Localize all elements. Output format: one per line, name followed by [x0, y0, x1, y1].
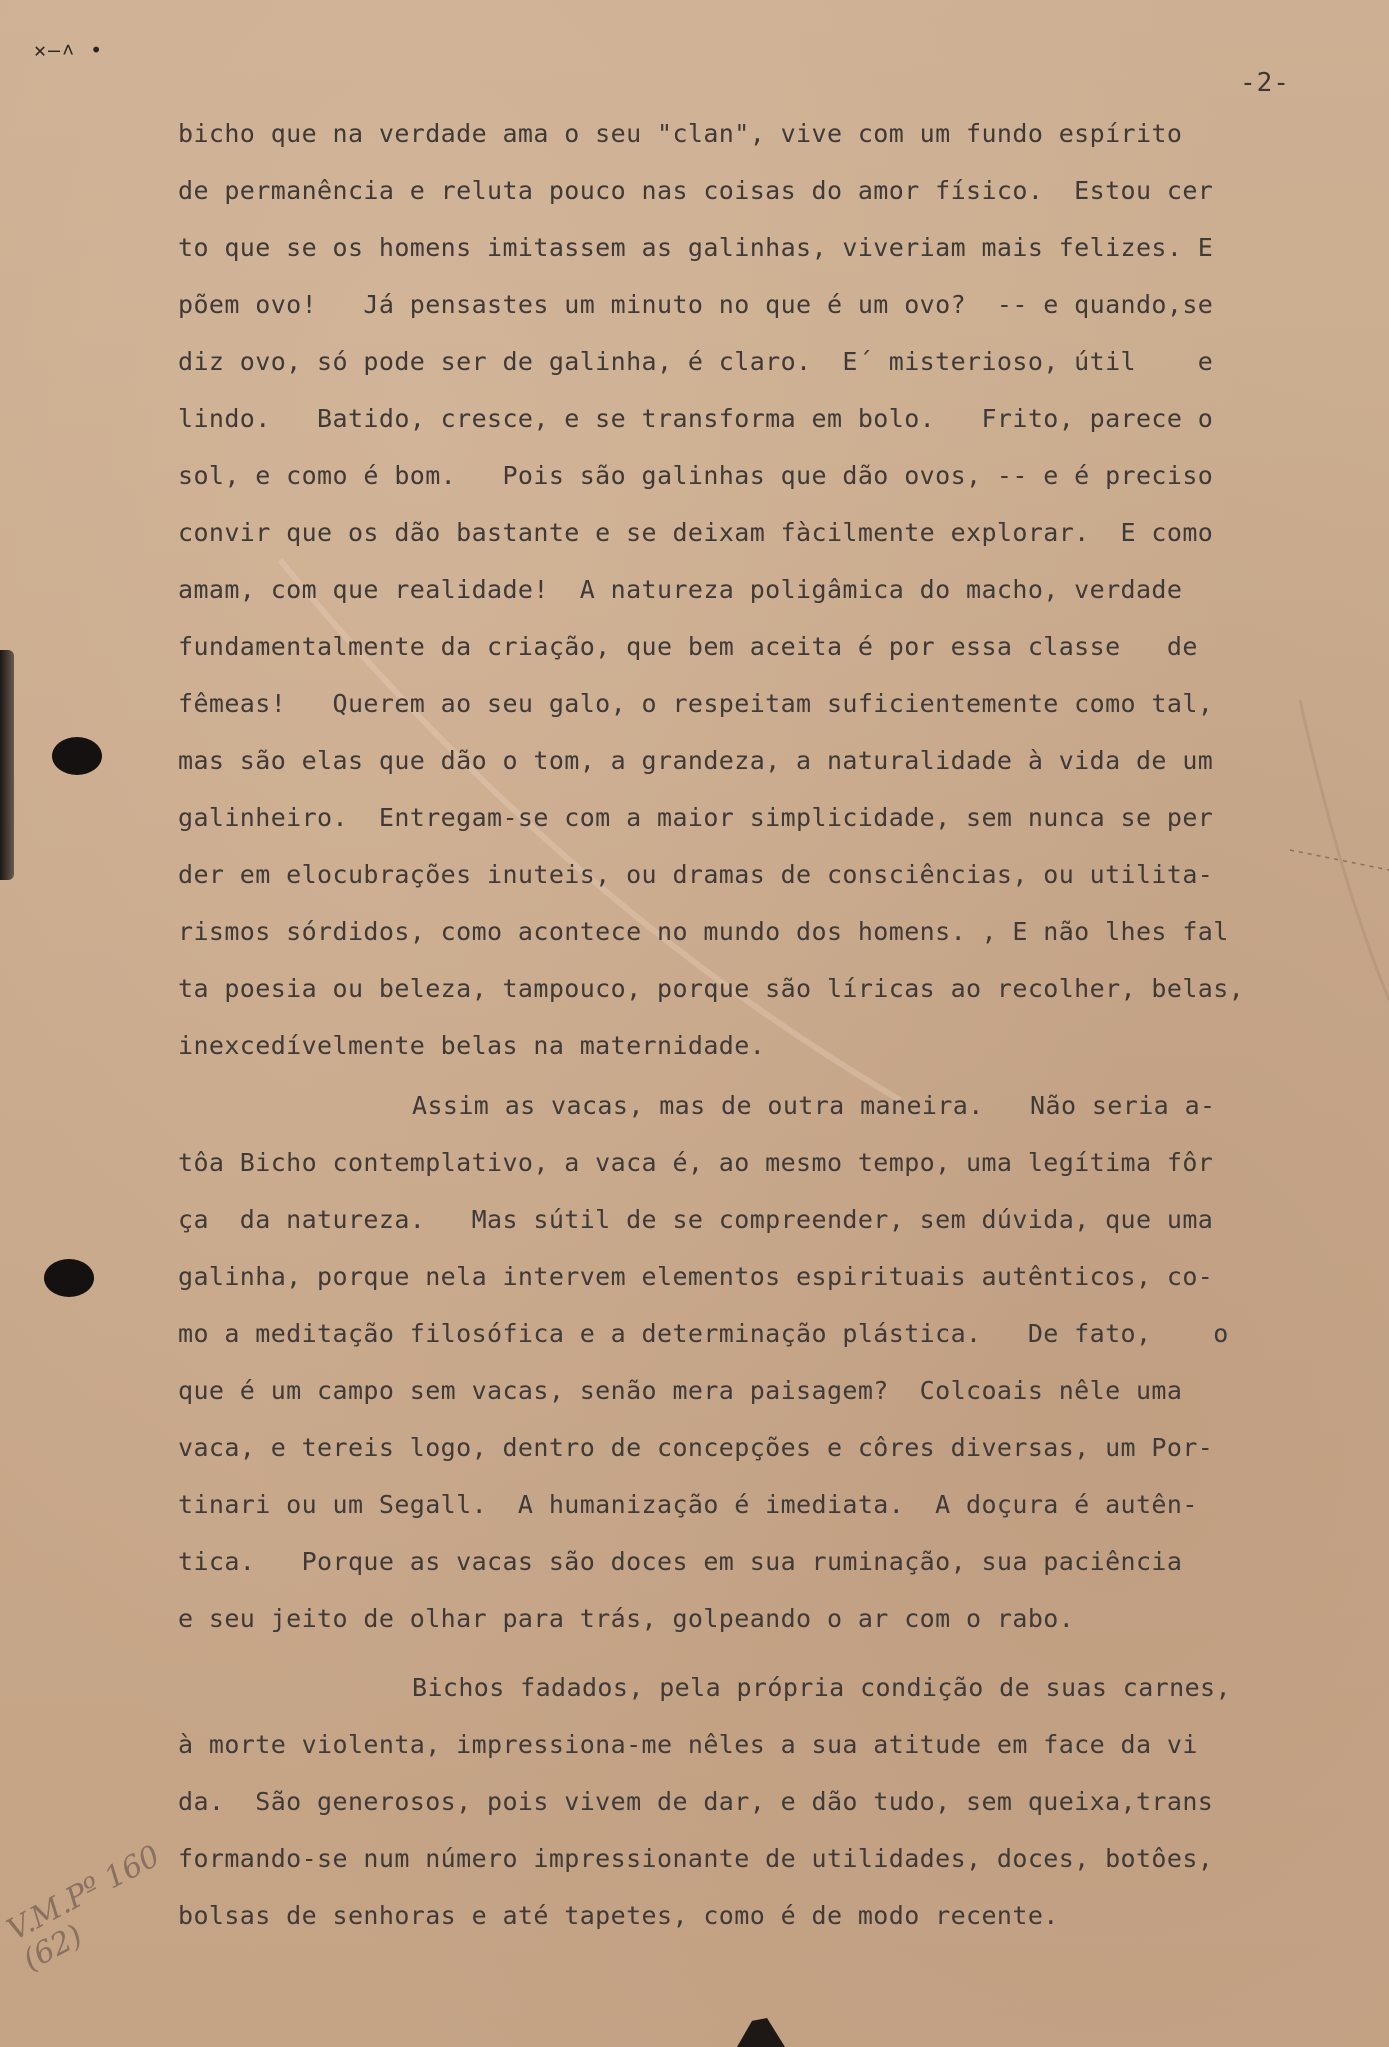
- left-edge-tear: [0, 650, 14, 880]
- page-number: -2-: [1240, 68, 1290, 98]
- text-line: sol, e como é bom. Pois são galinhas que dão ovos, -- e é preciso: [178, 461, 1214, 490]
- text-line: rismos sórdidos, como acontece no mundo dos homens. , E não lhes fal: [178, 917, 1229, 946]
- text-line: fêmeas! Querem ao seu galo, o respeitam suficientemente como tal,: [178, 689, 1214, 718]
- text-line: da. São generosos, pois vivem de dar, e dão tudo, sem queixa,trans: [178, 1787, 1214, 1816]
- text-line: vaca, e tereis logo, dentro de concepções e côres diversas, um Por-: [178, 1433, 1214, 1462]
- text-line: tica. Porque as vacas são doces em sua ruminação, sua paciência: [178, 1547, 1183, 1576]
- punch-hole-upper: [52, 737, 102, 775]
- text-line: e seu jeito de olhar para trás, golpeando o ar com o rabo.: [178, 1604, 1075, 1633]
- text-line: põem ovo! Já pensastes um minuto no que é um ovo? -- e quando,se: [178, 290, 1214, 319]
- text-line: ça da natureza. Mas sútil de se compreender, sem dúvida, que uma: [178, 1205, 1214, 1234]
- paragraph-hens: [178, 105, 1348, 1074]
- text-line: tôa Bicho contemplativo, a vaca é, ao mesmo tempo, uma legítima fôr: [178, 1148, 1214, 1177]
- text-line: Bichos fadados, pela própria condição de suas carnes,: [412, 1673, 1231, 1702]
- corner-mark: ✕–˄ •: [34, 38, 105, 62]
- text-line: lindo. Batido, cresce, e se transforma em bolo. Frito, parece o: [178, 404, 1214, 433]
- text-line: galinha, porque nela intervem elementos espirituais autênticos, co-: [178, 1262, 1214, 1291]
- text-line: de permanência e reluta pouco nas coisas do amor físico. Estou cer: [178, 176, 1214, 205]
- text-line: formando-se num número impressionante de utilidades, doces, botôes,: [178, 1844, 1214, 1873]
- text-line: bolsas de senhoras e até tapetes, como é de modo recente.: [178, 1901, 1059, 1930]
- text-line: diz ovo, só pode ser de galinha, é claro. E´ misterioso, útil e: [178, 347, 1214, 376]
- text-line: amam, com que realidade! A natureza poligâmica do macho, verdade: [178, 575, 1183, 604]
- text-line: inexcedívelmente belas na maternidade.: [178, 1031, 766, 1060]
- text-line: Assim as vacas, mas de outra maneira. Não seria a-: [412, 1091, 1216, 1120]
- text-line: mo a meditação filosófica e a determinação plástica. De fato, o: [178, 1319, 1229, 1348]
- archive-handwritten-note: V.M.Pº 160 (62): [1, 1838, 166, 1979]
- text-line: tinari ou um Segall. A humanização é imediata. A doçura é autên-: [178, 1490, 1198, 1519]
- text-line: galinheiro. Entregam-se com a maior simplicidade, sem nunca se per: [178, 803, 1214, 832]
- text-line: fundamentalmente da criação, que bem aceita é por essa classe de: [178, 632, 1198, 661]
- text-line: ta poesia ou beleza, tampouco, porque são líricas ao recolher, belas,: [178, 974, 1245, 1003]
- paragraph-fated-animals: [178, 1659, 1348, 1944]
- punch-hole-lower: [44, 1259, 94, 1297]
- text-line: à morte violenta, impressiona-me nêles a sua atitude em face da vi: [178, 1730, 1198, 1759]
- text-line: bicho que na verdade ama o seu "clan", vive com um fundo espírito: [178, 119, 1183, 148]
- text-line: der em elocubrações inuteis, ou dramas de consciências, ou utilita-: [178, 860, 1214, 889]
- bottom-edge-tab: [725, 2018, 785, 2047]
- text-line: que é um campo sem vacas, senão mera paisagem? Colcoais nêle uma: [178, 1376, 1183, 1405]
- text-line: mas são elas que dão o tom, a grandeza, a naturalidade à vida de um: [178, 746, 1214, 775]
- paragraph-cows: [178, 1077, 1348, 1647]
- text-line: to que se os homens imitassem as galinhas, viveriam mais felizes. E: [178, 233, 1214, 262]
- text-line: convir que os dão bastante e se deixam fàcilmente explorar. E como: [178, 518, 1214, 547]
